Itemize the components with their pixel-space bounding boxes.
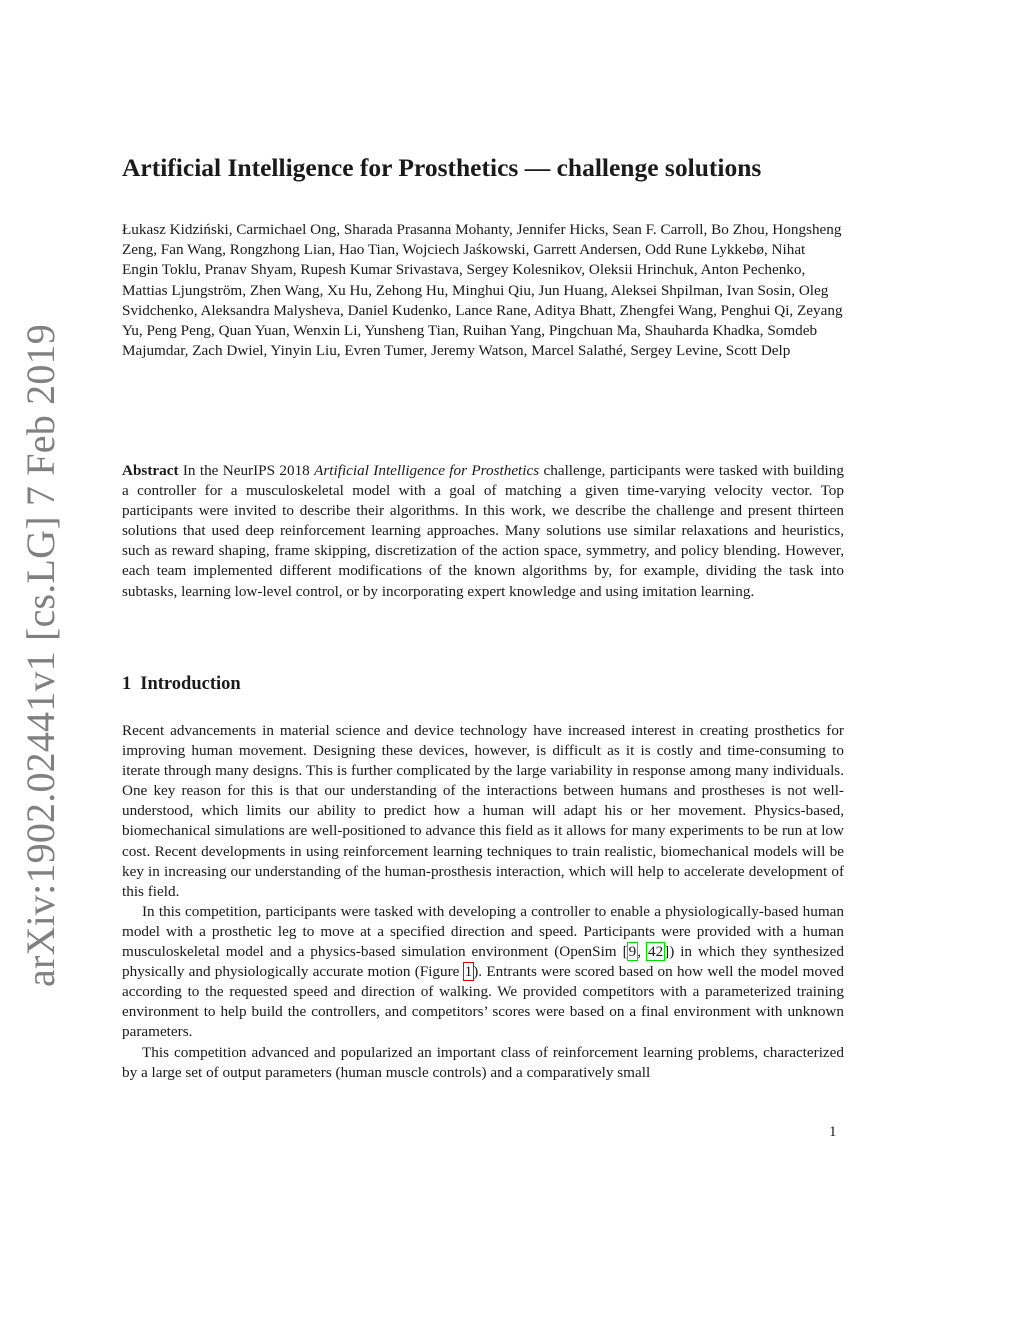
section-heading	[122, 672, 241, 696]
introduction-body	[122, 721, 844, 1083]
intro-paragraph-3: This competition advanced and popularized an important class of reinforcement learning problems, characterized by a large set of output parameters (human muscle controls) and a comparatively small	[122, 1043, 844, 1081]
citation-link-9[interactable]: 9	[628, 943, 637, 961]
intro-paragraph-1: Recent advancements in material science and device technology have increased interest in creating prosthetics for improving human movement. Designing these devices, however, is difficult as it is costly and time-consuming to iterate through many designs. This is further complicated by the large variability in response among many individuals. One key reason for this is that our understanding of the interactions between humans and prostheses is not well-understood, which limits our ability to predict how a human will adapt his or her movement. Physics-based, biomechanical simulations are well-positioned to advance this field as it allows for many experiments to be run at low cost. Recent developments in using reinforcement learning techniques to train realistic, biomechanical models will be key in increasing our understanding of the human-prosthesis interaction, which will help to accelerate development of this field.	[122, 722, 844, 900]
figure-reference-link[interactable]: 1	[464, 963, 473, 981]
intro-paragraph-2	[122, 902, 844, 1043]
citation-separator: ,	[637, 943, 647, 961]
paragraph-2-text-b: ]) in which they synthesized physically and physiologically accurate motion (Figure	[122, 943, 844, 981]
paragraph-2-text-c: ). Entrants were scored based on how well the model moved according to the requested speed and direction of walking. We provided competitors with a parameterized training environment to help build the controllers, and competitors’ scores were based on a final environment with unknown parameters.	[122, 963, 844, 1041]
page-number: 1	[829, 1124, 837, 1140]
arxiv-identifier-text: arXiv:1902.02441v1 [cs.LG] 7 Feb 2019	[17, 323, 63, 987]
section-number: 1	[122, 674, 132, 694]
author-list: Łukasz Kidziński, Carmichael Ong, Sharada Prasanna Mohanty, Jennifer Hicks, Sean F. Carroll, Bo Zhou, Hongsheng Zeng, Fan Wang, Rongzhong Lian, Hao Tian, Wojciech Jaśkowski, Garrett Andersen, Odd Rune Lykkebø, Nihat Engin Toklu, Pranav Shyam, Rupesh Kumar Srivastava, Sergey Kolesnikov, Oleksii Hrinchuk, Anton Pechenko, Mattias Ljungström, Zhen Wang, Xu Hu, Zehong Hu, Minghui Qiu, Jun Huang, Aleksei Shpilman, Ivan Sosin, Oleg Svidchenko, Aleksandra Malysheva, Daniel Kudenko, Lance Rane, Aditya Bhatt, Zhengfei Wang, Penghui Qi, Zeyang Yu, Peng Peng, Quan Yuan, Wenxin Li, Yunsheng Tian, Ruihan Yang, Pingchuan Ma, Shauharda Khadka, Somdeb Majumdar, Zach Dwiel, Yinyin Liu, Evren Tumer, Jeremy Watson, Marcel Salathé, Sergey Levine, Scott Delp	[122, 221, 843, 360]
paper-title: Artificial Intelligence for Prosthetics — challenge solutions	[122, 153, 762, 182]
citation-link-42[interactable]: 42	[647, 943, 664, 961]
abstract-challenge-name: Artificial Intelligence for Prosthetics	[314, 462, 540, 479]
arxiv-identifier-stamp	[15, 323, 65, 987]
abstract-intro: In the NeurIPS 2018	[178, 462, 315, 479]
abstract-body: challenge, participants were tasked with building a controller for a musculoskeletal model with a goal of matching a given time-varying velocity vector. Top participants were invited to describe their algorithms. In this work, we describe the challenge and present thirteen solutions that used deep reinforcement learning approaches. Many solutions use similar relaxations and heuristics, such as reward shaping, frame skipping, discretization of the action space, symmetry, and policy blending. However, each team implemented different modifications of the known algorithms by, for example, dividing the task into subtasks, learning low-level control, or by incorporating expert knowledge and using imitation learning.	[122, 462, 844, 600]
paragraph-2-text-a: In this competition, participants were tasked with developing a controller to enable a physiologically-based human model with a prosthetic leg to move at a specified direction and speed. Participants were provided with a human musculoskeletal model and a physics-based simulation environment (OpenSim [	[122, 902, 844, 961]
section-title: Introduction	[140, 674, 241, 694]
abstract-label: Abstract	[122, 462, 179, 479]
abstract	[122, 461, 844, 602]
